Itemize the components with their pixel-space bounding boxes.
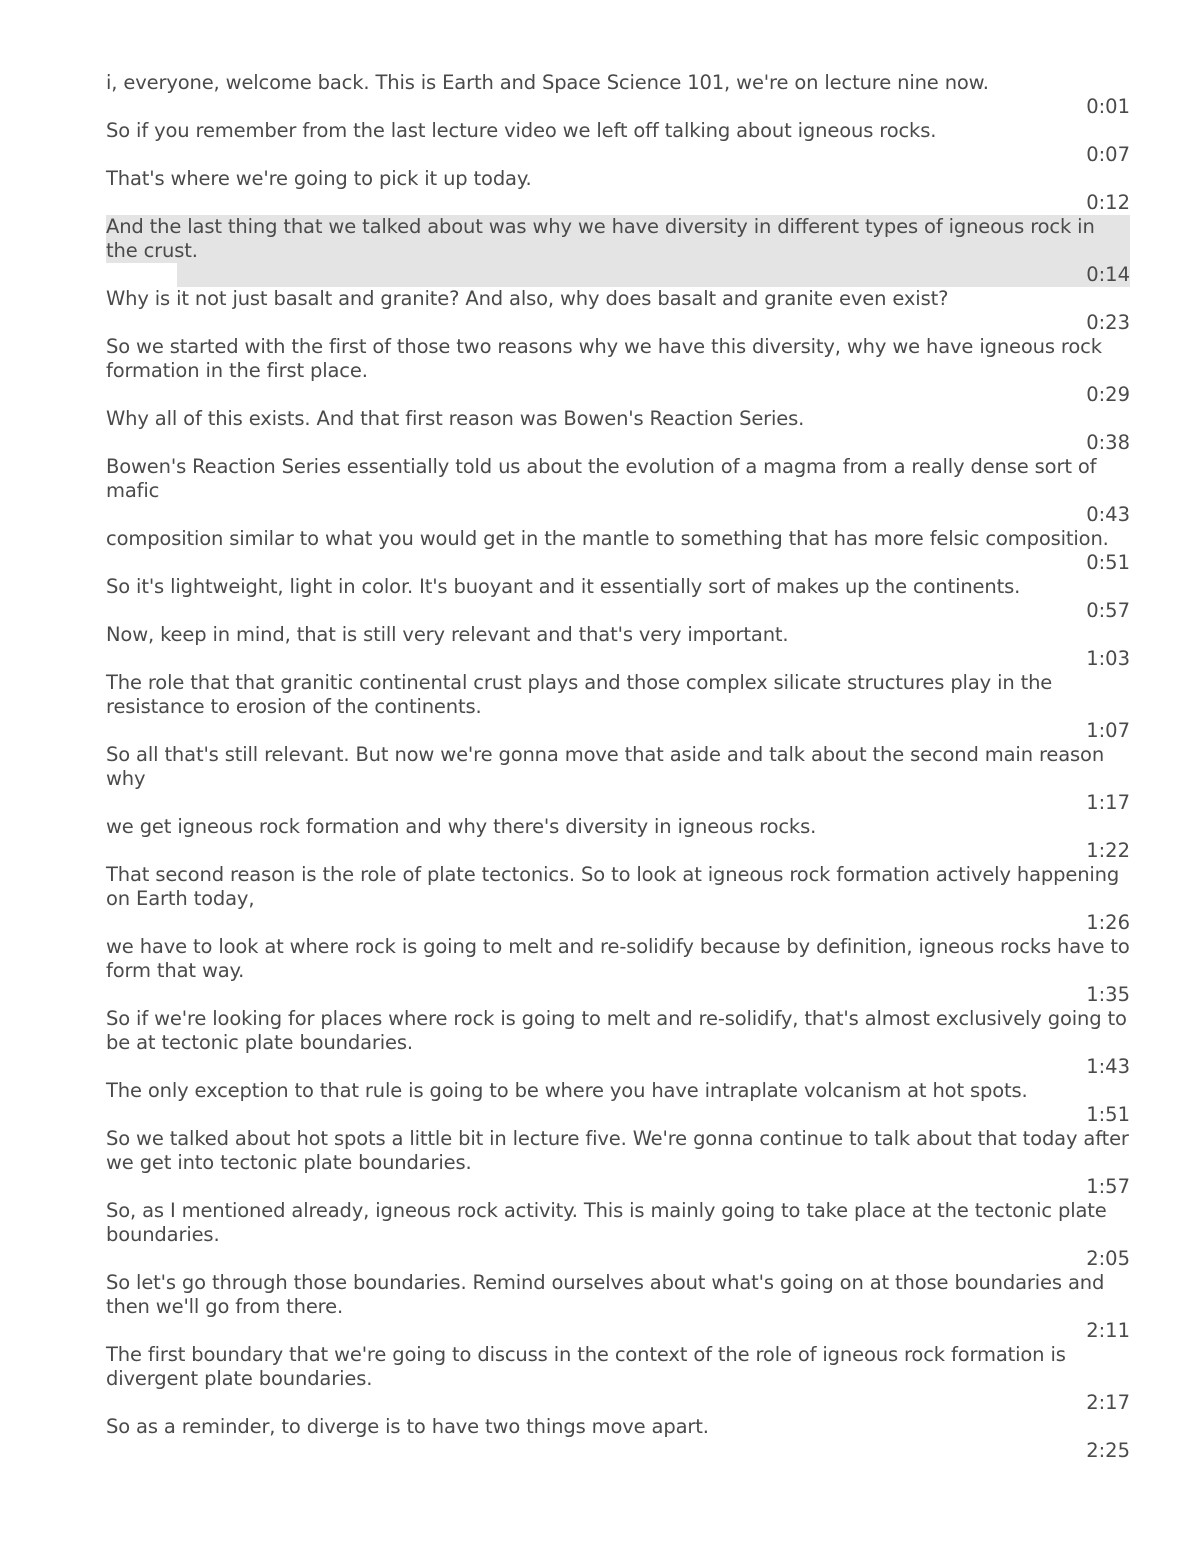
transcript-segment[interactable] [106,743,1130,815]
segment-text: Why is it not just basalt and granite? And also, why does basalt and granite even exist? [106,287,949,310]
segment-timestamp[interactable]: 0:57 [1086,599,1130,622]
segment-timestamp[interactable]: 0:07 [1086,143,1130,166]
segment-timestamp[interactable]: 1:17 [1086,791,1130,814]
segment-timestamp[interactable]: 2:05 [1086,1247,1130,1270]
segment-timestamp[interactable]: 1:43 [1086,1055,1130,1078]
segment-text: Now, keep in mind, that is still very relevant and that's very important. [106,623,789,646]
segment-timestamp[interactable]: 0:51 [1086,551,1130,574]
segment-timestamp[interactable]: 1:51 [1086,1103,1130,1126]
segment-text: i, everyone, welcome back. This is Earth and Space Science 101, we're on lecture nine now. [106,71,989,94]
segment-timestamp[interactable]: 1:35 [1086,983,1130,1006]
segment-text: Why all of this exists. And that first reason was Bowen's Reaction Series. [106,407,805,430]
segment-text: And the last thing that we talked about was why we have diversity in different types of igneous rock in the crust. [106,215,1095,262]
segment-text: The only exception to that rule is going to be where you have intraplate volcanism at hot spots. [106,1079,1028,1102]
transcript-segment[interactable] [106,71,1130,119]
segment-timestamp[interactable]: 0:14 [1086,263,1130,286]
segment-text: So we talked about hot spots a little bit in lecture five. We're gonna continue to talk about that today after we get into tectonic plate boundaries. [106,1127,1129,1174]
segment-text: So let's go through those boundaries. Remind ourselves about what's going on at those boundaries and then we'll go from there. [106,1271,1105,1318]
segment-text: Bowen's Reaction Series essentially told us about the evolution of a magma from a really dense sort of mafic [106,455,1097,502]
transcript-segment[interactable] [106,623,1130,671]
segment-timestamp[interactable]: 2:25 [1086,1439,1130,1462]
transcript-segment[interactable] [106,1079,1130,1127]
transcript-segment[interactable] [106,1127,1130,1199]
segment-timestamp[interactable]: 1:03 [1086,647,1130,670]
segment-text: composition similar to what you would get in the mantle to something that has more felsic composition. [106,527,1109,550]
segment-text: That second reason is the role of plate tectonics. So to look at igneous rock formation actively happening on Earth today, [106,863,1120,910]
transcript-segment[interactable] [106,335,1130,407]
segment-timestamp[interactable]: 1:57 [1086,1175,1130,1198]
segment-timestamp[interactable]: 1:07 [1086,719,1130,742]
transcript-segment[interactable] [106,1271,1130,1343]
transcript-segment[interactable] [106,1343,1130,1415]
transcript-segment[interactable] [106,1415,1130,1463]
segment-timestamp[interactable]: 2:17 [1086,1391,1130,1414]
transcript-segment[interactable] [106,527,1130,575]
transcript-segment[interactable] [106,935,1130,1007]
segment-text: So as a reminder, to diverge is to have two things move apart. [106,1415,709,1438]
segment-text: So if we're looking for places where rock is going to melt and re-solidify, that's almost exclusively going to be at tectonic plate boundaries. [106,1007,1127,1054]
segment-text: we get igneous rock formation and why there's diversity in igneous rocks. [106,815,817,838]
segment-text: So if you remember from the last lecture video we left off talking about igneous rocks. [106,119,937,142]
transcript-segment[interactable] [106,1007,1130,1079]
transcript-segment-highlighted[interactable] [106,215,1130,287]
segment-text: The role that that granitic continental crust plays and those complex silicate structures play in the resistance to erosion of the continents. [106,671,1053,718]
transcript-segment[interactable] [106,863,1130,935]
transcript-segment[interactable] [106,815,1130,863]
segment-timestamp[interactable]: 2:11 [1086,1319,1130,1342]
segment-timestamp[interactable]: 0:01 [1086,95,1130,118]
transcript-segment[interactable] [106,575,1130,623]
segment-timestamp[interactable]: 1:22 [1086,839,1130,862]
segment-text: That's where we're going to pick it up today. [106,167,532,190]
segment-text: So all that's still relevant. But now we're gonna move that aside and talk about the second main reason why [106,743,1105,790]
segment-timestamp[interactable]: 0:43 [1086,503,1130,526]
transcript-segment[interactable] [106,407,1130,455]
segment-text: So it's lightweight, light in color. It's buoyant and it essentially sort of makes up the continents. [106,575,1021,598]
segment-text: we have to look at where rock is going to melt and re-solidify because by definition, igneous rocks have to form that way. [106,935,1130,982]
transcript-segment[interactable] [106,455,1130,527]
segment-text: The first boundary that we're going to discuss in the context of the role of igneous rock formation is divergent plate boundaries. [106,1343,1066,1390]
segment-timestamp[interactable]: 0:12 [1086,191,1130,214]
transcript-segment[interactable] [106,287,1130,335]
transcript [106,71,1130,1463]
transcript-segment[interactable] [106,119,1130,167]
segment-text: So we started with the first of those two reasons why we have this diversity, why we have igneous rock formation in the first place. [106,335,1102,382]
segment-timestamp[interactable]: 1:26 [1086,911,1130,934]
transcript-segment[interactable] [106,1199,1130,1271]
segment-timestamp[interactable]: 0:29 [1086,383,1130,406]
segment-text: So, as I mentioned already, igneous rock activity. This is mainly going to take place at the tectonic plate boundaries. [106,1199,1107,1246]
segment-timestamp[interactable]: 0:38 [1086,431,1130,454]
transcript-segment[interactable] [106,671,1130,743]
transcript-segment[interactable] [106,167,1130,215]
segment-timestamp[interactable]: 0:23 [1086,311,1130,334]
